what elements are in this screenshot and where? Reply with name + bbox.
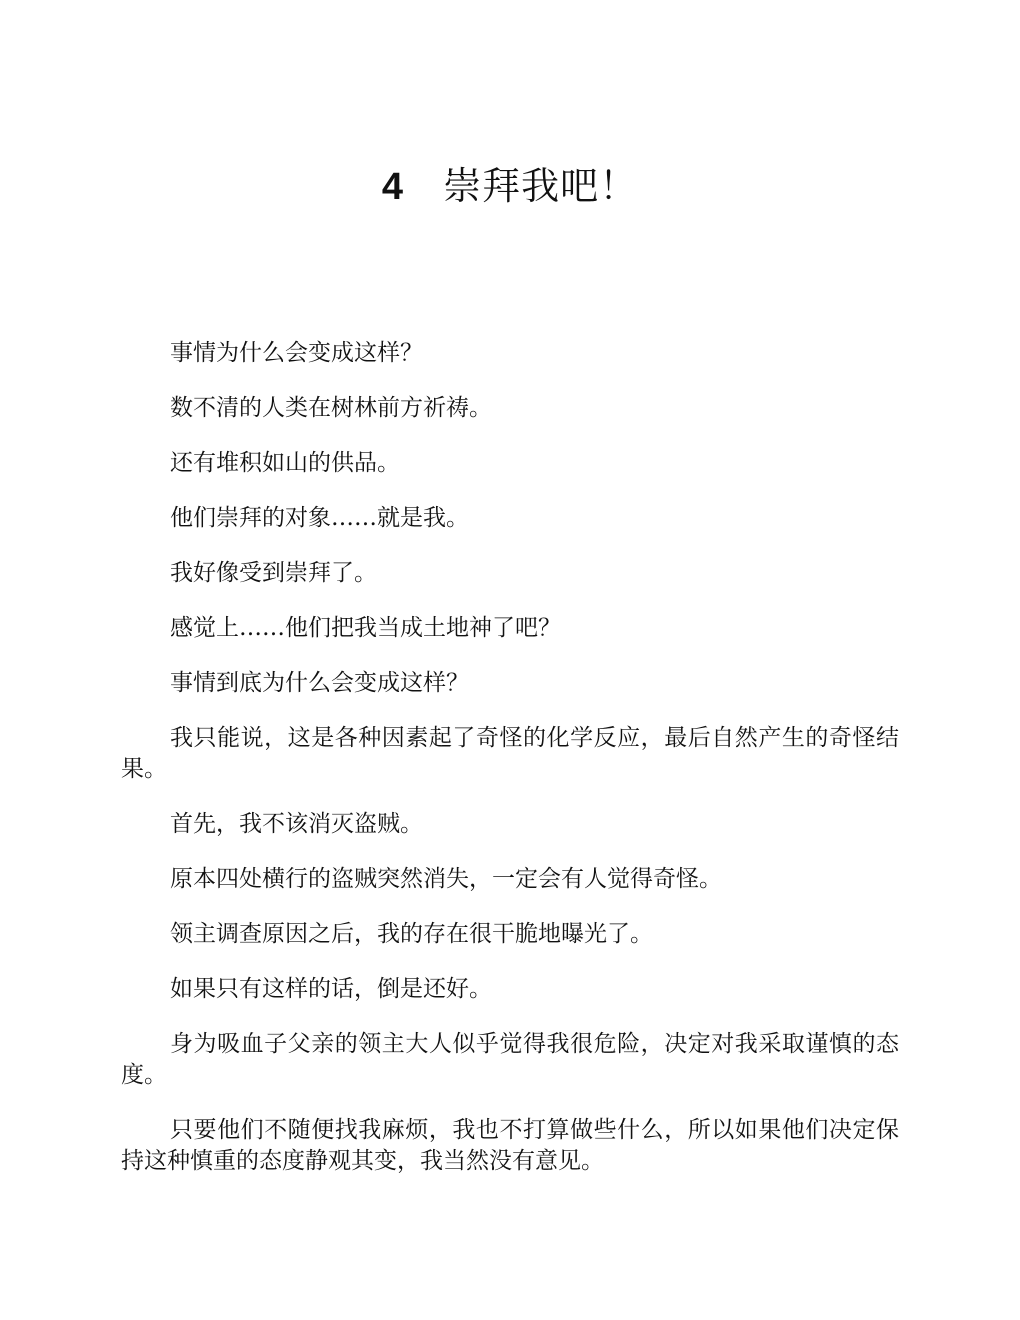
paragraph: 事情到底为什么会变成这样？ [170, 670, 469, 696]
paragraph: 数不清的人类在树林前方祈祷。 [170, 395, 492, 421]
paragraph: 原本四处横行的盗贼突然消失，一定会有人觉得奇怪。 [170, 866, 722, 892]
paragraph: 感觉上……他们把我当成土地神了吧？ [170, 615, 561, 641]
paragraph: 还有堆积如山的供品。 [170, 450, 400, 476]
chapter-number: 4 [381, 166, 404, 208]
paragraph: 事情为什么会变成这样？ [170, 340, 423, 366]
paragraph: 只要他们不随便找我麻烦，我也不打算做些什么，所以如果他们决定保持这种慎重的态度静观其变，我当然没有意见。 [121, 1117, 899, 1174]
chapter-title: 崇拜我吧！ [443, 164, 639, 208]
paragraph: 领主调查原因之后，我的存在很干脆地曝光了。 [170, 921, 653, 947]
paragraph: 他们崇拜的对象……就是我。 [170, 505, 469, 531]
paragraph: 如果只有这样的话，倒是还好。 [170, 976, 492, 1002]
paragraph: 我只能说，这是各种因素起了奇怪的化学反应，最后自然产生的奇怪结果。 [121, 725, 899, 782]
paragraph: 首先，我不该消灭盗贼。 [170, 811, 423, 837]
paragraph: 身为吸血子父亲的领主大人似乎觉得我很危险，决定对我采取谨慎的态度。 [121, 1031, 899, 1088]
chapter-body [121, 338, 899, 1201]
paragraph: 我好像受到崇拜了。 [170, 560, 377, 586]
chapter-heading [0, 160, 1020, 213]
